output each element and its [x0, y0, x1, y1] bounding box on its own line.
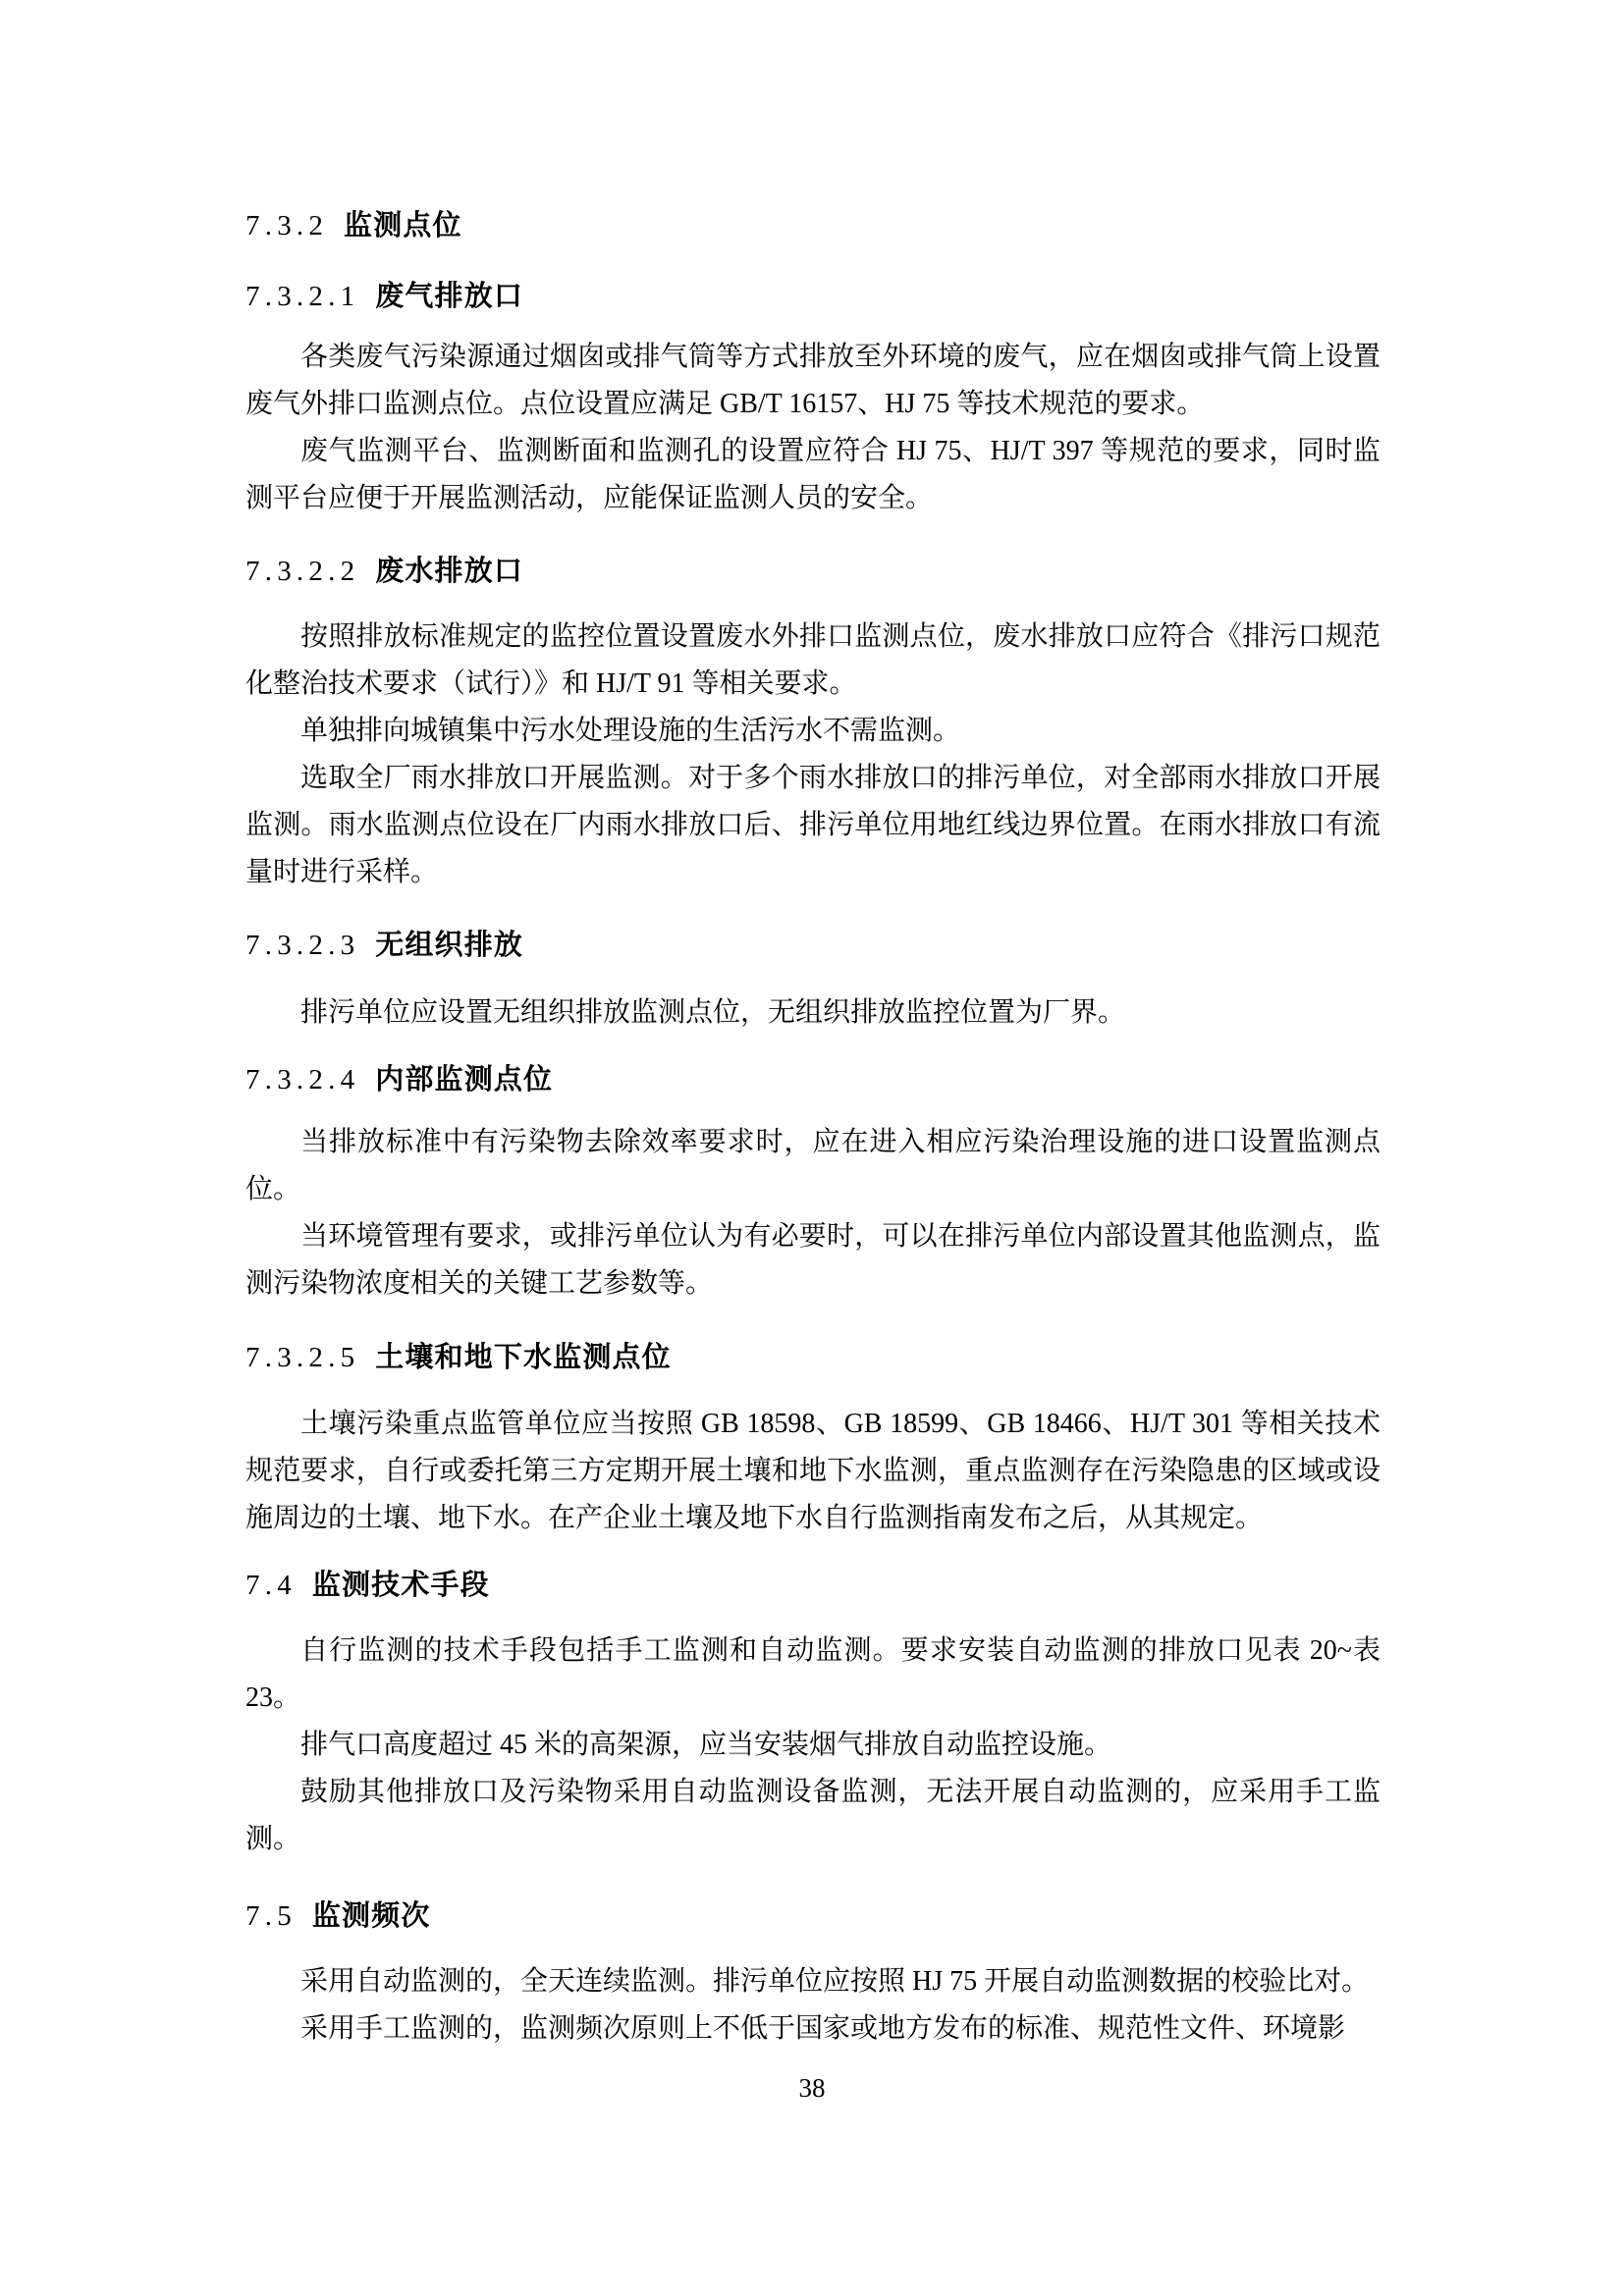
- paragraph: 单独排向城镇集中污水处理设施的生活污水不需监测。: [300, 716, 961, 746]
- section-title: 监测频次: [311, 1900, 431, 1932]
- document-section: [245, 1341, 1380, 1542]
- paragraph: 土壤污染重点监管单位应当按照 GB 18598、GB 18599、GB 18466、HJ/T 301 等相关技术规范要求，自行或委托第三方定期开展土壤和地下水监测，重点监测存在污染隐患的区域或设施周边的土壤、地下水。在产企业土壤及地下水自行监测指南发布之后，从其规定。: [245, 1409, 1380, 1533]
- section-heading: [245, 1341, 1380, 1374]
- paragraph: 当排放标准中有污染物去除效率要求时，应在进入相应污染治理设施的进口设置监测点位。: [245, 1127, 1380, 1204]
- section-paragraphs: [245, 1119, 1380, 1308]
- document-section: [245, 1063, 1380, 1308]
- section-title: 废气排放口: [375, 281, 524, 312]
- paragraph: 选取全厂雨水排放口开展监测。对于多个雨水排放口的排污单位，对全部雨水排放口开展监测。雨水监测点位设在厂内雨水排放口后、排污单位用地红线边界位置。在雨水排放口有流量时进行采样。: [245, 763, 1380, 887]
- paragraph: 废气监测平台、监测断面和监测孔的设置应符合 HJ 75、HJ/T 397 等规范的要求，同时监测平台应便于开展监测活动，应能保证监测人员的安全。: [245, 436, 1380, 513]
- section-heading: [245, 1569, 1380, 1602]
- paragraph: 各类废气污染源通过烟囱或排气筒等方式排放至外环境的废气，应在烟囱或排气筒上设置废气外排口监测点位。点位设置应满足 GB/T 16157、HJ 75 等技术规范的要求。: [245, 342, 1380, 419]
- paragraph: 按照排放标准规定的监控位置设置废水外排口监测点位，废水排放口应符合《排污口规范化整治技术要求（试行）》和 HJ/T 91 等相关要求。: [245, 621, 1380, 699]
- section-number: 7.5: [245, 1900, 297, 1932]
- document-section: [245, 1569, 1380, 1863]
- section-heading: [245, 209, 1380, 242]
- section-title: 废水排放口: [375, 556, 524, 587]
- section-paragraphs: [245, 1958, 1380, 2053]
- section-heading: [245, 1063, 1380, 1096]
- section-number: 7.3.2.3: [245, 930, 360, 961]
- section-heading: [245, 280, 1380, 313]
- section-title: 监测技术手段: [311, 1570, 490, 1601]
- section-heading: [245, 929, 1380, 962]
- section-number: 7.3.2: [245, 210, 329, 241]
- section-paragraphs: [245, 1401, 1380, 1542]
- paragraph: 自行监测的技术手段包括手工监测和自动监测。要求安装自动监测的排放口见表 20~表23。: [245, 1635, 1380, 1713]
- section-paragraphs: [245, 614, 1380, 896]
- paragraph: 采用自动监测的，全天连续监测。排污单位应按照 HJ 75 开展自动监测数据的校验比对。: [300, 1966, 1370, 1997]
- section-heading: [245, 555, 1380, 588]
- document-section: [245, 1899, 1380, 2053]
- section-paragraphs: [245, 334, 1380, 522]
- section-number: 7.4: [245, 1570, 297, 1601]
- paragraph: 排污单位应设置无组织排放监测点位，无组织排放监控位置为厂界。: [300, 997, 1126, 1028]
- paragraph: 当环境管理有要求，或排污单位认为有必要时，可以在排污单位内部设置其他监测点，监测污染物浓度相关的关键工艺参数等。: [245, 1221, 1380, 1299]
- section-title: 无组织排放: [375, 930, 524, 961]
- section-number: 7.3.2.5: [245, 1342, 360, 1373]
- page-number: 38: [798, 2073, 826, 2103]
- section-number: 7.3.2.1: [245, 281, 360, 312]
- document-section: [245, 209, 1380, 242]
- section-title: 内部监测点位: [375, 1064, 554, 1095]
- document-section: [245, 280, 1380, 522]
- section-number: 7.3.2.4: [245, 1064, 360, 1095]
- section-paragraphs: [245, 1628, 1380, 1863]
- section-heading: [245, 1899, 1380, 1933]
- document-section: [245, 929, 1380, 1037]
- section-number: 7.3.2.2: [245, 556, 360, 587]
- section-title: 土壤和地下水监测点位: [375, 1342, 672, 1373]
- paragraph: 鼓励其他排放口及污染物采用自动监测设备监测，无法开展自动监测的，应采用手工监测。: [245, 1777, 1380, 1854]
- section-title: 监测点位: [344, 210, 462, 241]
- section-paragraphs: [245, 989, 1380, 1037]
- paragraph: 排气口高度超过 45 米的高架源，应当安装烟气排放自动监控设施。: [300, 1730, 1112, 1760]
- document-section: [245, 555, 1380, 896]
- paragraph: 采用手工监测的，监测频次原则上不低于国家或地方发布的标准、规范性文件、环境影: [300, 2013, 1346, 2044]
